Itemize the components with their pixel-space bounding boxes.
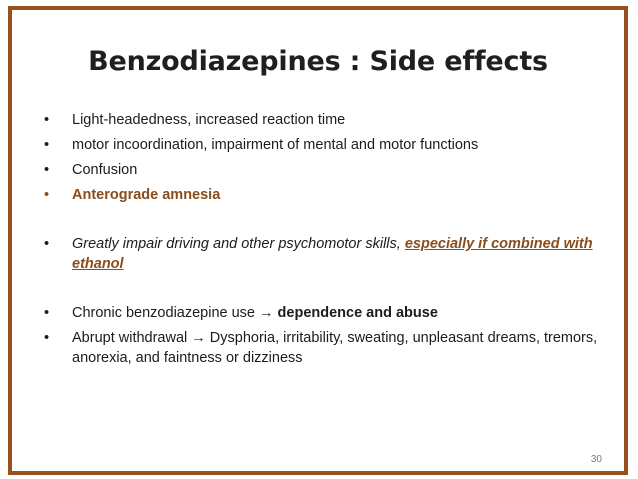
bullet-text: Confusion xyxy=(72,162,138,178)
bullet-marker: • xyxy=(44,330,50,346)
emphasis-text: especially if combined with ethanol xyxy=(72,236,593,272)
bullet-item xyxy=(42,234,602,274)
bullet-text-cont: Dysphoria, irritability, sweating, unpleasant dreams, tremors, anorexia, and faintness or dizziness xyxy=(72,330,598,366)
bullet-marker: • xyxy=(44,137,50,153)
slide-title: Benzodiazepines : Side effects xyxy=(88,46,548,77)
bullet-text: Light-headedness, increased reaction time xyxy=(72,112,346,128)
bullet-list xyxy=(42,110,602,373)
bullet-text: Chronic benzodiazepine use xyxy=(72,305,260,321)
bullet-marker: • xyxy=(44,162,50,178)
bullet-marker: • xyxy=(44,305,50,321)
bullet-item xyxy=(42,160,602,180)
arrow-icon: → xyxy=(191,330,206,346)
bullet-item xyxy=(42,135,602,155)
bullet-item-highlight xyxy=(42,185,602,205)
bullet-item xyxy=(42,328,602,368)
bullet-text-highlight: Anterograde amnesia xyxy=(72,187,221,203)
bullet-marker: • xyxy=(44,112,50,128)
bullet-marker: • xyxy=(44,187,50,203)
arrow-icon: → xyxy=(259,305,274,321)
bullet-text: Abrupt withdrawal xyxy=(72,330,192,346)
slide-frame xyxy=(8,6,628,475)
bullet-text: motor incoordination, impairment of mental and motor functions xyxy=(72,137,479,153)
bullet-text: Greatly impair driving and other psychomotor skills, xyxy=(72,236,405,252)
spacer xyxy=(42,210,602,234)
bullet-item xyxy=(42,303,602,323)
bullet-item xyxy=(42,110,602,130)
page-number: 30 xyxy=(590,454,602,465)
spacer xyxy=(42,279,602,303)
bullet-marker: • xyxy=(44,236,50,252)
bold-text: dependence and abuse xyxy=(273,305,438,321)
